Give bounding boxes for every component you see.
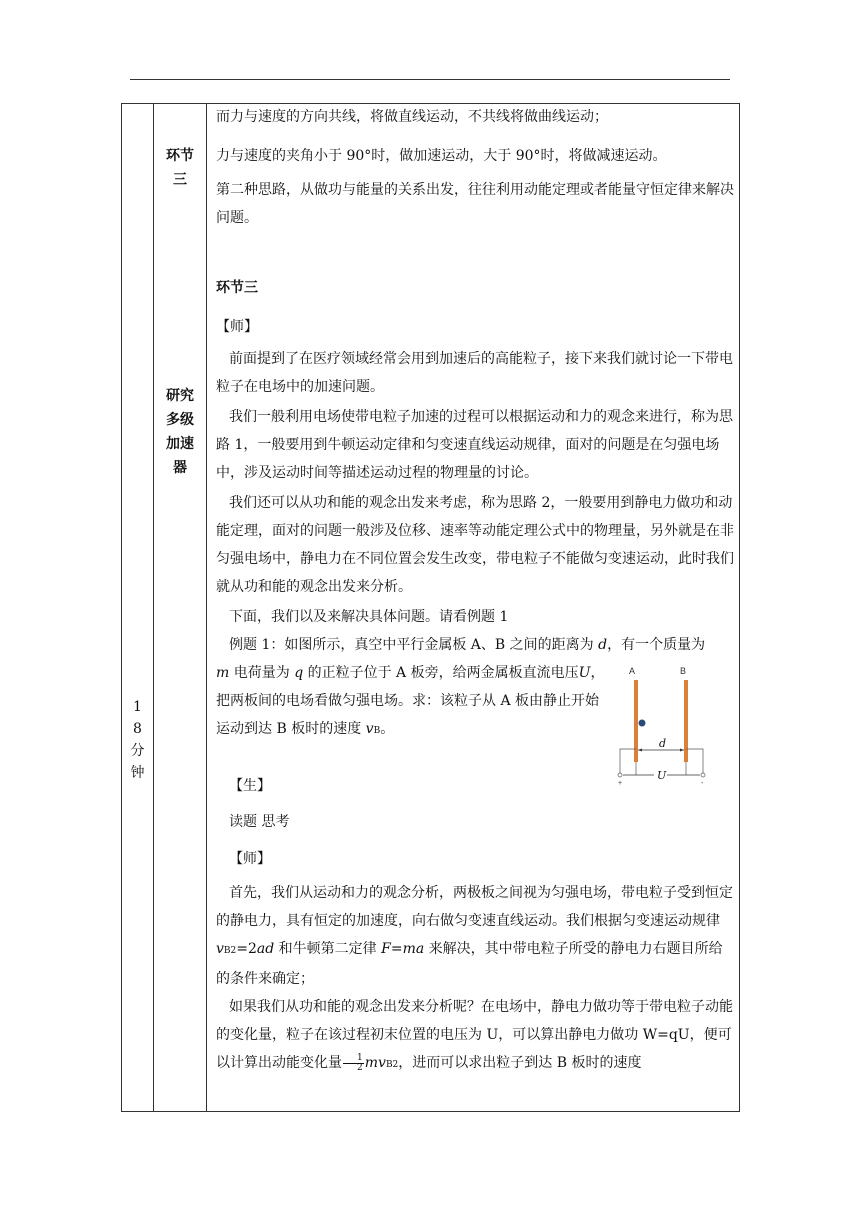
paragraph-approach-1: 我们一般利用电场使带电粒子加速的过程可以根据运动和力的观念来进行，称为思路 1，一般要用到牛顿运动定律和匀变速直线运动规律，面对的问题是在匀强电场中，涉及运动时间等描述运动过程的物理量的讨论。 [216,409,733,481]
ke-v: v [378,1055,386,1071]
fraction-half [343,1054,364,1073]
page-header-rule [130,79,730,80]
plate-a-label: A [629,666,636,676]
eq-equals: =2 [236,941,257,957]
time-label-text: 18分钟 [130,699,145,781]
var-q: q [294,665,304,681]
example-1-text-cont [216,659,611,745]
eq-ma: ma [402,941,425,957]
eq-equals-2: = [390,941,403,957]
distance-label: d [659,737,667,750]
example-text-a: 例题 1：如图所示，真空中平行金属板 A、B 之间的距离为 [229,637,599,653]
student-tag: 【生】 [229,778,271,794]
teacher-tag-2: 【师】 [229,851,271,867]
fraction-numerator: 1 [343,1054,364,1064]
time-column [122,104,154,1112]
energy-text-a: 如果我们从功和能的观念出发来分析呢？在电场中，静电力做功等于带电粒子动能的变化量，粒子在该过程初末位置的电压为 U，可以算出静电力做功 W=qU，便可以计算出动能变化量 [216,999,733,1071]
example-text-b: ，有一个质量为 [607,637,706,653]
section-label-2 [154,384,206,480]
lesson-plan-table [121,103,740,1112]
charged-particle [639,720,646,727]
section-label-1-text: 环节三 [166,148,194,188]
example-text-c: 电荷量为 [229,665,295,681]
eq-v: v [216,941,224,957]
section-label-1 [154,144,206,192]
ke-m: m [364,1055,379,1071]
paragraph-approach-2: 我们还可以从功和能的观念出发来考虑，称为思路 2，一般要用到静电力做功和动能定理，面对的问题一般涉及位移、速率等动能定理公式中的物理量，另外就是在非匀强电场中，静电力在不同位置会发生改变，带电粒子不能做匀变速运动，此时我们就从功和能的观念出发来分析。 [216,495,734,595]
paragraph-force-analysis [216,879,734,993]
energy-text-b: ，进而可以求出粒子到达 B 板时的速度 [398,1055,642,1071]
paragraph-angle: 力与速度的夹角小于 90°时，做加速运动，大于 90°时，将做减速运动。 [216,148,667,164]
distance-arrow-left [638,749,642,752]
analysis-text-c: 来解决，其中带电粒子所受的静电力右题目所给的条件来确定； [216,941,723,987]
section-column [154,104,207,1112]
section-label-2-text: 研究多级加速器 [166,388,194,476]
paragraph-energy-analysis [216,993,734,1079]
eq-ad: ad [256,941,275,957]
var-v-sub: B [373,726,381,736]
teacher-tag-1: 【师】 [216,319,258,335]
time-label [122,696,153,784]
var-v: v [365,721,374,737]
paragraph-example-intro: 下面，我们以及来解决具体问题。请看例题 1 [229,609,509,625]
student-response: 读题 思考 [229,814,290,830]
example-text-f: ，把两板间的电场看做匀强电场。求：该粒子从 A 板由静止开始运动到达 B 板时的速度 [216,665,605,737]
analysis-text-a: 首先，我们从运动和力的观念分析，两极板之间视为匀强电场，带电粒子受到恒定的静电力，具有恒定的加速度，向右做匀变速直线运动。我们根据匀变速运动规律 [216,885,733,929]
section-heading: 环节三 [216,280,258,296]
example-text-end: 。 [380,721,395,737]
eq-v-sub: B2 [223,946,237,956]
ke-v-sub: B2 [385,1060,399,1070]
paragraph-second-approach: 第二种思路，从做功与能量的关系出发，往往利用动能定理或者能量守恒定律来解决问题。 [216,182,734,226]
minus-sign: - [701,780,704,786]
distance-arrow-right [680,749,684,752]
var-m: m [216,665,230,681]
plate-b-label: B [680,666,687,676]
plus-sign: + [618,780,623,786]
paragraph-intro: 前面提到了在医疗领域经常会用到加速后的高能粒子，接下来我们就讨论一下带电粒子在电场中的加速问题。 [216,351,733,395]
fraction-denominator: 2 [357,1062,363,1073]
plate-a [634,680,638,762]
example-text-e: 的正粒子位于 A 板旁，给两金属板直流电压 [303,665,579,681]
eq-F: F [381,941,391,957]
var-U: U [578,665,591,681]
parallel-plates-diagram [607,664,707,786]
paragraph-force-velocity: 而力与速度的方向共线，将做直线运动，不共线将做曲线运动； [216,109,608,125]
plate-b [684,680,688,762]
content-body [207,104,739,1111]
analysis-text-b: 和牛顿第二定律 [274,941,382,957]
example-1-text [216,631,734,659]
content-column [207,104,740,1112]
var-d: d [598,637,608,653]
voltage-label: U [657,769,667,782]
